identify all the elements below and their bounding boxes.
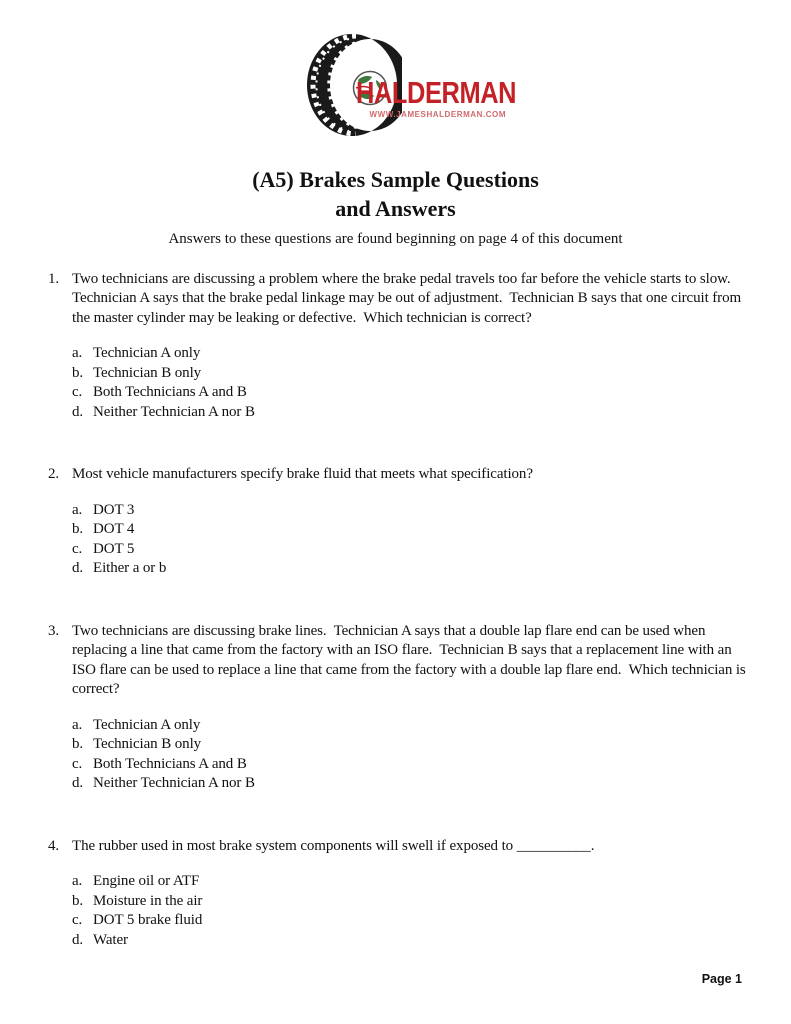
- brand-name: HALDERMAN: [355, 75, 516, 110]
- option-letter: b.: [72, 364, 84, 381]
- option-letter: d.: [72, 403, 84, 420]
- question-text: Two technicians are discussing brake lines. Technician A says that a double lap flare end can be used when replacing a line that came from the factory with an ISO flare. Technician B says that a replacement line with an ISO flare can be used to replace a line that came from the factory with a double lap flare end. Which technician is correct?: [72, 622, 750, 698]
- option-text: Neither Technician A nor B: [93, 403, 255, 420]
- question-4: [0, 837, 791, 951]
- option-text: DOT 4: [93, 521, 135, 538]
- option-letter: d.: [72, 560, 84, 577]
- option-letter: a.: [72, 501, 83, 518]
- option-letter: b.: [72, 736, 84, 753]
- subtitle: Answers to these questions are found beginning on page 4 of this document: [168, 230, 623, 247]
- question-text: Most vehicle manufacturers specify brake fluid that meets what specification?: [72, 466, 533, 483]
- option-d: [72, 403, 746, 423]
- brand-url: WWW.JAMESHALDERMAN.COM: [369, 110, 507, 119]
- option-b: [72, 892, 746, 912]
- options-list: [72, 501, 746, 579]
- option-letter: d.: [72, 775, 84, 792]
- question-3: [0, 622, 791, 794]
- question-number: 2.: [48, 466, 60, 483]
- option-text: Technician B only: [93, 736, 202, 753]
- question-1: [0, 270, 791, 423]
- title-line-2: and Answers: [335, 196, 456, 222]
- option-text: Technician A only: [93, 345, 201, 362]
- option-d: [72, 931, 746, 951]
- option-text: DOT 3: [93, 501, 135, 518]
- option-c: [72, 755, 746, 775]
- option-letter: a.: [72, 716, 83, 733]
- question-number: 3.: [48, 622, 60, 639]
- option-text: Engine oil or ATF: [93, 873, 200, 890]
- option-a: [72, 344, 746, 364]
- questions-list: [0, 270, 791, 951]
- option-letter: c.: [72, 540, 83, 557]
- question-number: 1.: [48, 270, 60, 287]
- options-list: [72, 716, 746, 794]
- option-c: [72, 540, 746, 560]
- question-number: 4.: [48, 837, 60, 854]
- option-letter: c.: [72, 912, 83, 929]
- option-letter: b.: [72, 892, 84, 909]
- option-text: Moisture in the air: [93, 892, 203, 909]
- option-letter: c.: [72, 384, 83, 401]
- option-letter: b.: [72, 521, 84, 538]
- page-title: [0, 165, 791, 224]
- option-letter: c.: [72, 755, 83, 772]
- option-text: Either a or b: [93, 560, 167, 577]
- option-c: [72, 383, 746, 403]
- option-text: DOT 5: [93, 540, 135, 557]
- option-letter: a.: [72, 873, 83, 890]
- option-a: [72, 501, 746, 521]
- page-number: Page 1: [701, 972, 742, 986]
- options-list: [72, 872, 746, 950]
- option-a: [72, 872, 746, 892]
- question-text: The rubber used in most brake system components will swell if exposed to __________.: [72, 837, 595, 854]
- option-text: DOT 5 brake fluid: [93, 912, 203, 929]
- option-text: Neither Technician A nor B: [93, 775, 255, 792]
- option-b: [72, 735, 746, 755]
- option-d: [72, 559, 746, 579]
- options-list: [72, 344, 746, 422]
- title-line-1: (A5) Brakes Sample Questions: [252, 167, 539, 192]
- option-a: [72, 716, 746, 736]
- option-text: Both Technicians A and B: [93, 755, 247, 772]
- halderman-logo: [306, 33, 516, 139]
- option-letter: a.: [72, 345, 83, 362]
- option-b: [72, 364, 746, 384]
- option-letter: d.: [72, 931, 84, 948]
- option-text: Water: [93, 931, 128, 948]
- option-c: [72, 911, 746, 931]
- question-text: Two technicians are discussing a problem where the brake pedal travels too far before the vehicle starts to slow. Technician A says that the brake pedal linkage may be out of adjustment. Technician B says that one circuit from the master cylinder may be leaking or defective. Which technician is correct?: [72, 270, 745, 326]
- option-text: Technician B only: [93, 364, 202, 381]
- option-text: Technician A only: [93, 716, 201, 733]
- option-d: [72, 774, 746, 794]
- option-b: [72, 520, 746, 540]
- question-2: [0, 465, 791, 579]
- option-text: Both Technicians A and B: [93, 384, 247, 401]
